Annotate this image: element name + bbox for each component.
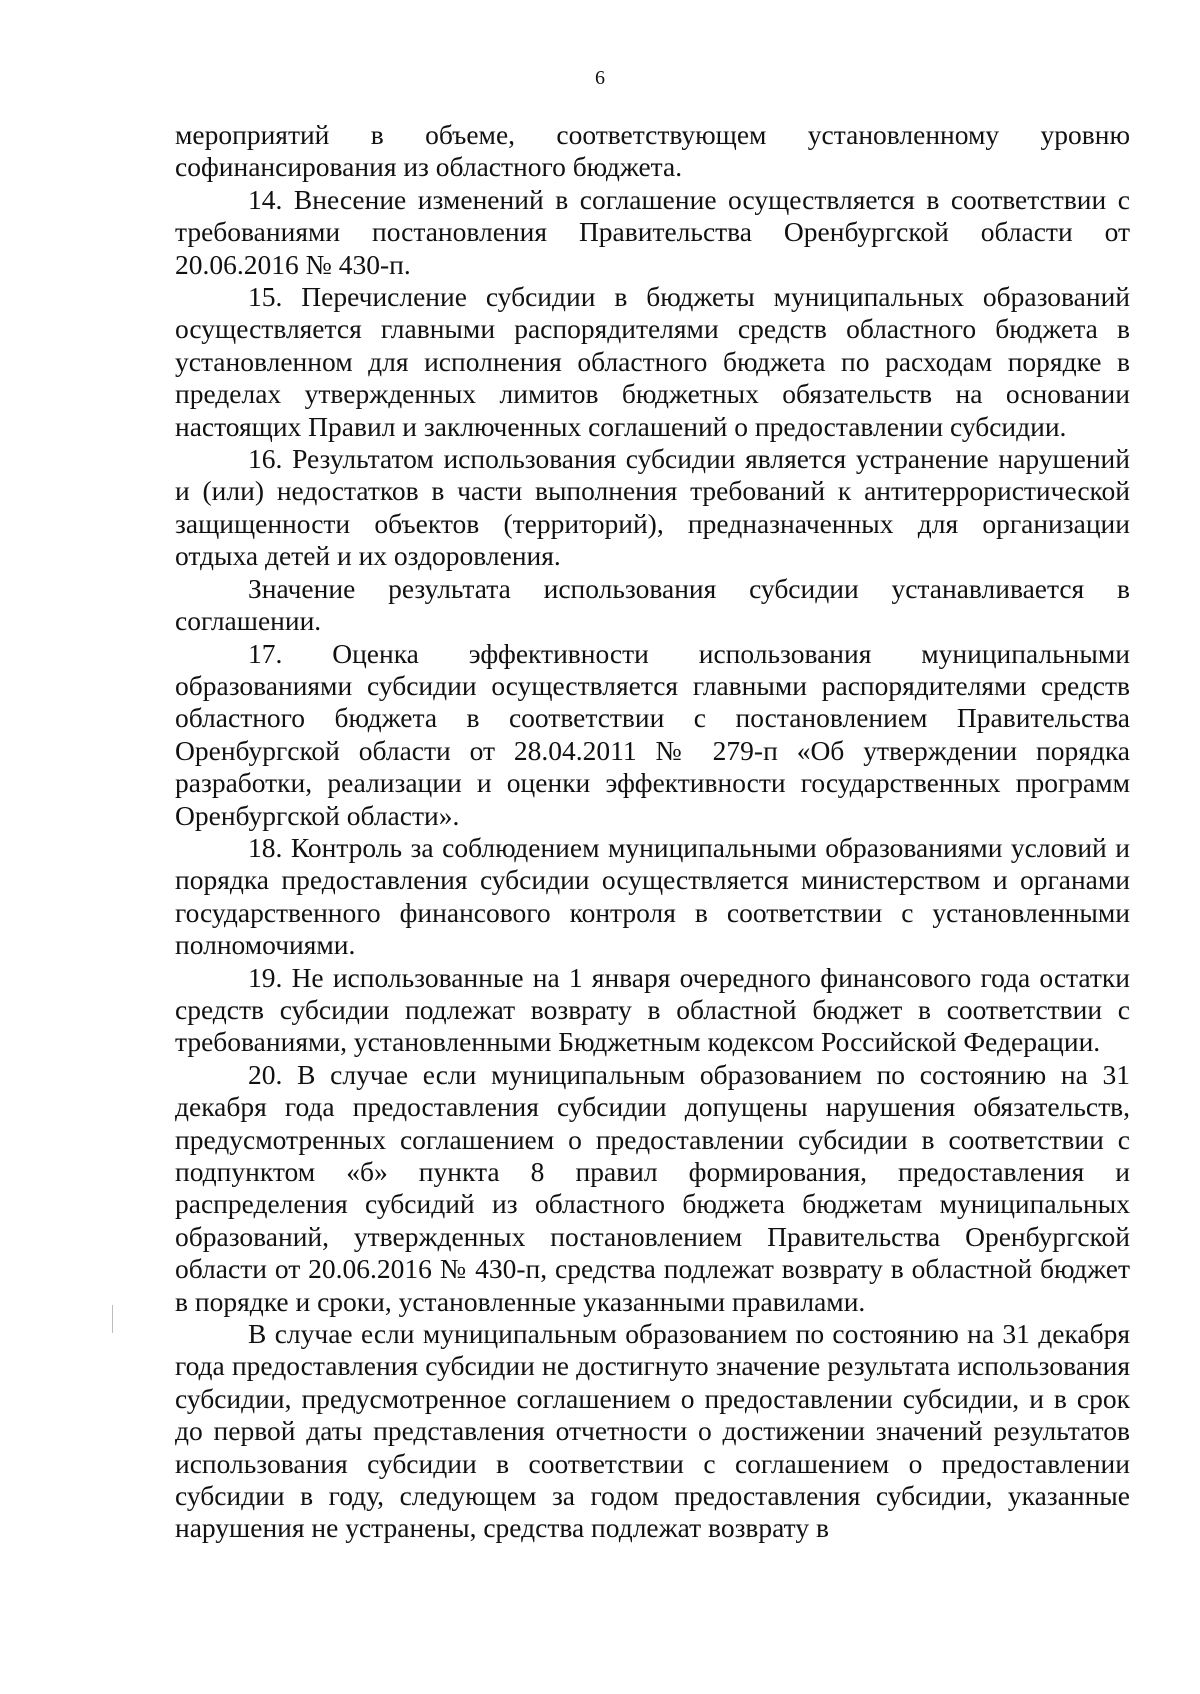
paragraph-18: 18. Контроль за соблюдением муниципальными образованиями условий и порядка предоставления субсидии осуществляется министерством и органами государственного финансового контроля в соответствии с установленными полномочиями. [175, 831, 1130, 961]
paragraph-14: 14. Внесение изменений в соглашение осуществляется в соответствии с требованиями постановления Правительства Оренбургской области от 20.06.2016 № 430-п. [175, 183, 1130, 280]
paragraph-16-result-value: Значение результата использования субсидии устанавливается в соглашении. [175, 572, 1130, 637]
scan-artifact [112, 1305, 113, 1333]
paragraph-16: 16. Результатом использования субсидии является устранение нарушений и (или) недостатков в части выполнения требований к антитеррористической защищенности объектов (территорий), предназначенных для организации отдыха детей и их оздоровления. [175, 443, 1130, 572]
paragraph-17: 17. Оценка эффективности использования муниципальными образованиями субсидии осуществляется главными распорядителями средств областного бюджета в соответствии с постановлением Правительства Оренбургской области от 28.04.2011 № 279-п «Об утверждении порядка разработки, реализации и оценки эффективности государственных программ Оренбургской области». [175, 637, 1130, 831]
paragraph-19: 19. Не использованные на 1 января очередного финансового года остатки средств субсидии подлежат возврату в областной бюджет в соответствии с требованиями, установленными Бюджетным кодексом Российской Федерации. [175, 961, 1130, 1058]
paragraph-15: 15. Перечисление субсидии в бюджеты муниципальных образований осуществляется главными распорядителями средств областного бюджета в установленном для исполнения областного бюджета по расходам порядке в пределах утвержденных лимитов бюджетных обязательств на основании настоящих Правил и заключенных соглашений о предоставлении субсидии. [175, 281, 1130, 442]
document-body [175, 119, 1130, 1545]
page-number: 6 [595, 67, 605, 89]
paragraph-20: 20. В случае если муниципальным образованием по состоянию на 31 декабря года предоставления субсидии допущены нарушения обязательств, предусмотренных соглашением о предоставлении субсидии в соответствии с подпунктом «б» пункта 8 правил формирования, предоставления и распределения субсидий из областного бюджета бюджетам муниципальных образований, утвержденных постановлением Правительства Оренбургской области от 20.06.2016 № 430-п, средства подлежат возврату в областной бюджет в порядке и сроки, установленные указанными правилами. [175, 1058, 1130, 1317]
paragraph-continuation: мероприятий в объеме, соответствующем установленному уровню софинансирования из областного бюджета. [175, 119, 1130, 183]
paragraph-20-second: В случае если муниципальным образованием по состоянию на 31 декабря года предоставления субсидии не достигнуто значение результата использования субсидии, предусмотренное соглашением о предоставлении субсидии, и в срок до первой даты представления отчетности о достижении значений результатов использования субсидии в соответствии с соглашением о предоставлении субсидии в году, следующем за годом предоставления субсидии, указанные нарушения не устранены, средства подлежат возврату в [175, 1318, 1130, 1544]
